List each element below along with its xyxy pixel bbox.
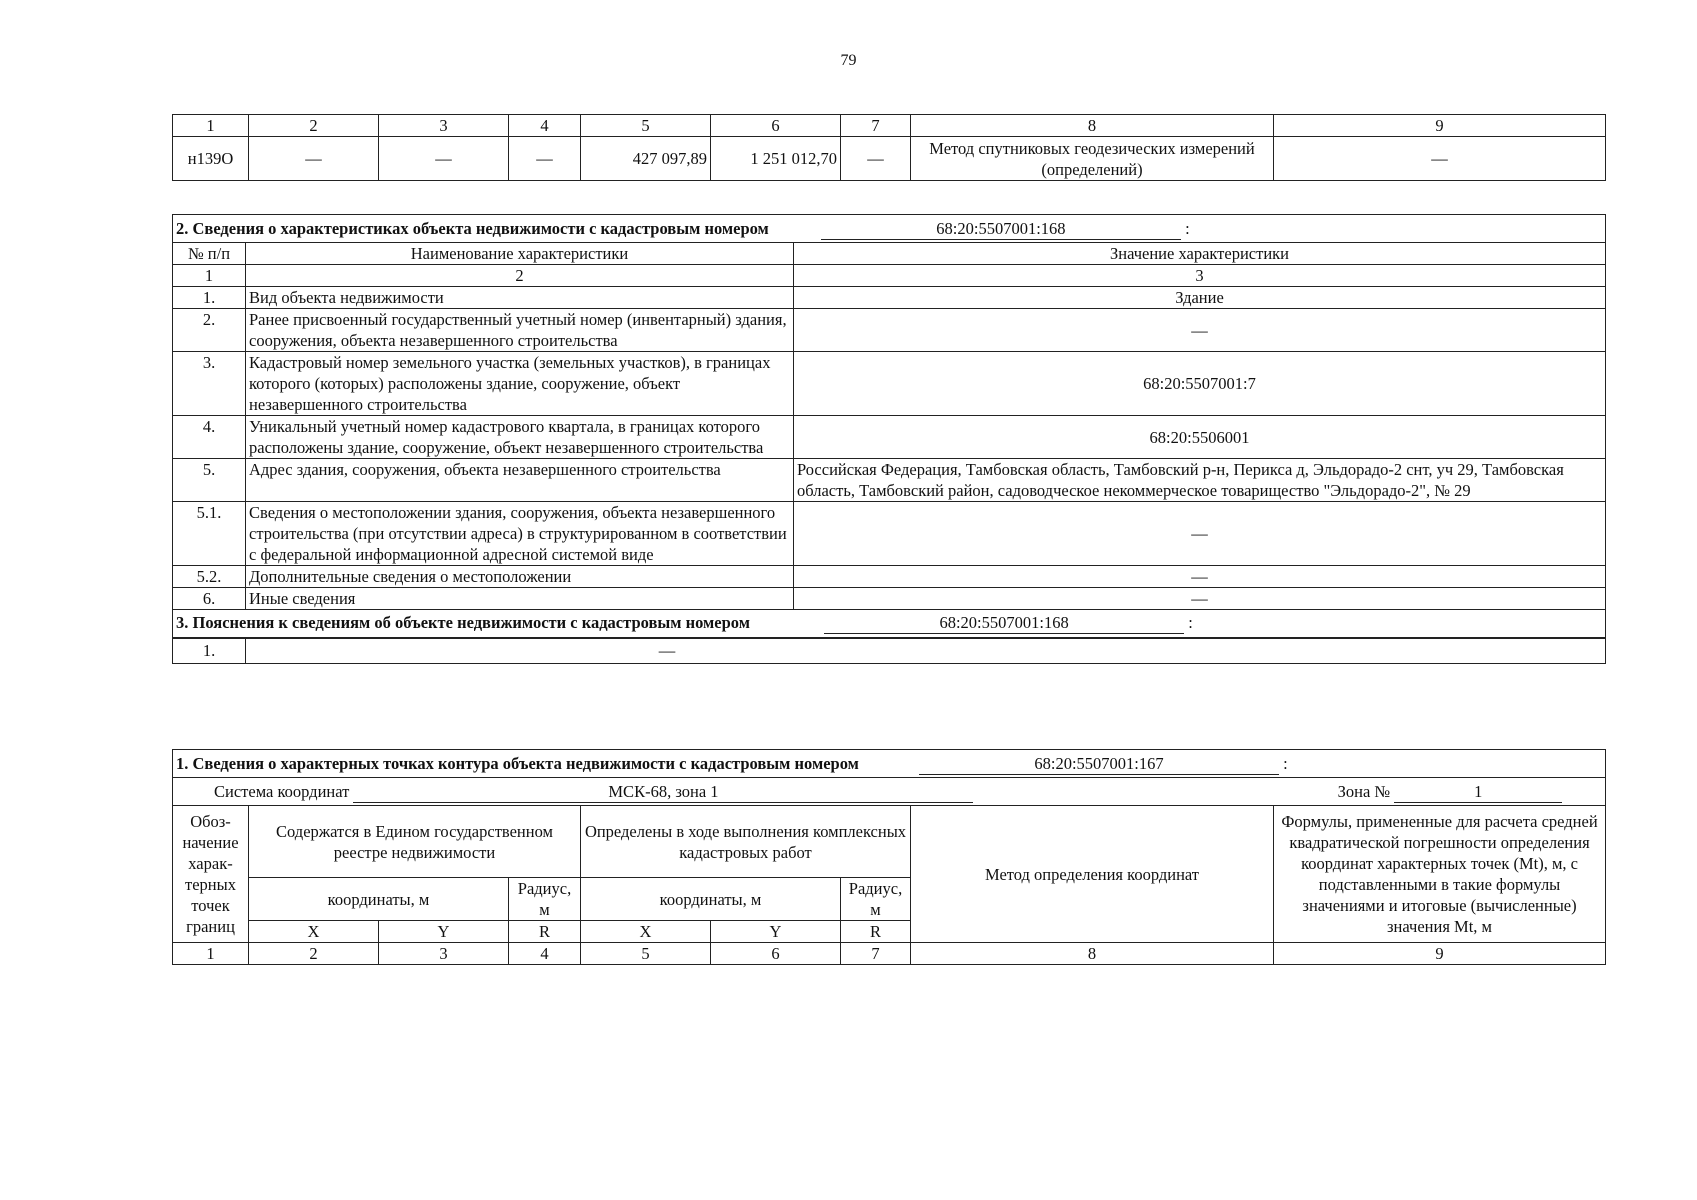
kkr-radius: — (841, 137, 911, 181)
section1-title (173, 750, 1606, 778)
coord-system-label: Система координат (214, 781, 350, 801)
header-row-1 (173, 806, 1606, 878)
table-row (173, 459, 1606, 502)
col-number: 8 (911, 115, 1274, 137)
colon: : (1188, 613, 1193, 633)
section3-heading: 3. Пояснения к сведениям об объекте недвижимости с кадастровым номером (176, 613, 750, 633)
header-designation: Обоз-начение харак-терных точек границ (173, 806, 249, 943)
row-value: — (794, 309, 1606, 352)
header-x: X (249, 921, 379, 943)
col-number: 3 (794, 265, 1606, 287)
section2-heading: 2. Сведения о характеристиках объекта недвижимости с кадастровым номером (176, 218, 769, 238)
section3-title-row (173, 610, 1606, 638)
egrn-y: — (379, 137, 509, 181)
numbering-row (173, 265, 1606, 287)
header-egrn: Содержатся в Едином государственном реестре недвижимости (249, 806, 581, 878)
row-value: Здание (794, 287, 1606, 309)
col-number: 1 (173, 265, 246, 287)
row-name: Адрес здания, сооружения, объекта незавершенного строительства (246, 459, 794, 502)
numbering-row (173, 943, 1606, 965)
section3-cadastral-number: 68:20:5507001:168 (824, 612, 1184, 634)
col-number: 2 (249, 115, 379, 137)
header-r: R (509, 921, 581, 943)
row-name: Иные сведения (246, 588, 794, 610)
point-designation: н139О (173, 137, 249, 181)
col-number: 2 (249, 943, 379, 965)
header-value: Значение характеристики (794, 243, 1606, 265)
row-value: — (794, 502, 1606, 566)
page-number: 79 (840, 52, 857, 69)
col-number: 7 (841, 943, 911, 965)
colon: : (1283, 753, 1288, 773)
row-num: 5.1. (173, 502, 246, 566)
header-kkr-coords: координаты, м (581, 878, 841, 921)
row-value: — (794, 588, 1606, 610)
section3-row (173, 638, 1606, 664)
row-name: Ранее присвоенный государственный учетный номер (инвентарный) здания, сооружения, объекта незавершенного строительства (246, 309, 794, 352)
row-num: 1. (173, 638, 246, 664)
row-num: 4. (173, 416, 246, 459)
row-name: Вид объекта недвижимости (246, 287, 794, 309)
zone-value: 1 (1394, 781, 1562, 803)
col-number: 2 (246, 265, 794, 287)
column-numbers-row (173, 115, 1606, 137)
contour-points-table (172, 749, 1606, 965)
row-name: Уникальный учетный номер кадастрового квартала, в границах которого расположены здание, сооружение, объект незавершенного строительства (246, 416, 794, 459)
col-number: 8 (911, 943, 1274, 965)
characteristics-table (172, 214, 1606, 664)
row-num: 5.2. (173, 566, 246, 588)
section2-cadastral-number: 68:20:5507001:168 (821, 218, 1181, 240)
section1-heading: 1. Сведения о характерных точках контура объекта недвижимости с кадастровым номером (176, 753, 859, 773)
table-row (173, 309, 1606, 352)
table-row (173, 588, 1606, 610)
table-row (173, 352, 1606, 416)
header-y: Y (379, 921, 509, 943)
col-number: 3 (379, 943, 509, 965)
header-num: № п/п (173, 243, 246, 265)
row-name: Дополнительные сведения о местоположении (246, 566, 794, 588)
header-egrn-radius: Радиус, м (509, 878, 581, 921)
row-num: 2. (173, 309, 246, 352)
row-name: Кадастровый номер земельного участка (земельных участков), в границах которого (которых) расположены здание, сооружение, объект незавершенного строительства (246, 352, 794, 416)
row-name: Сведения о местоположении здания, сооружения, объекта незавершенного строительства (при отсутствии адреса) в структурированном в соответствии с федеральной информационной адресной системой виде (246, 502, 794, 566)
header-kkr: Определены в ходе выполнения комплексных кадастровых работ (581, 806, 911, 878)
col-number: 7 (841, 115, 911, 137)
zone-label: Зона № (1337, 781, 1391, 801)
section1-cadastral-number: 68:20:5507001:167 (919, 753, 1279, 775)
header-egrn-coords: координаты, м (249, 878, 509, 921)
section2-title (173, 215, 1606, 243)
section2-title-row (173, 215, 1606, 243)
table-row (173, 502, 1606, 566)
header-kkr-radius: Радиус, м (841, 878, 911, 921)
col-number: 9 (1274, 943, 1606, 965)
header-formulas: Формулы, примененные для расчета средней квадратической погрешности определения координат характерных точек (Mt), м, с подставленными в такие формулы значениями и итоговые (вычисленные) значения Mt, м (1274, 806, 1606, 943)
section1-title-row (173, 750, 1606, 778)
header-method: Метод определения координат (911, 806, 1274, 943)
kkr-x: 427 097,89 (581, 137, 711, 181)
col-number: 5 (581, 115, 711, 137)
coordinates-table-continued (172, 114, 1606, 181)
row-num: 1. (173, 287, 246, 309)
header-y: Y (711, 921, 841, 943)
row-value: — (246, 638, 1606, 664)
table-row (173, 416, 1606, 459)
col-number: 5 (581, 943, 711, 965)
coord-system (173, 778, 1606, 806)
row-value: 68:20:5507001:7 (794, 352, 1606, 416)
header-r: R (841, 921, 911, 943)
formula-value: — (1274, 137, 1606, 181)
col-number: 6 (711, 115, 841, 137)
colon: : (1185, 218, 1190, 238)
row-num: 6. (173, 588, 246, 610)
col-number: 6 (711, 943, 841, 965)
egrn-radius: — (509, 137, 581, 181)
table-row (173, 287, 1606, 309)
row-value: 68:20:5506001 (794, 416, 1606, 459)
row-num: 3. (173, 352, 246, 416)
header-row (173, 243, 1606, 265)
point-row (173, 137, 1606, 181)
col-number: 1 (173, 115, 249, 137)
header-x: X (581, 921, 711, 943)
row-num: 5. (173, 459, 246, 502)
row-value: — (794, 566, 1606, 588)
header-name: Наименование характеристики (246, 243, 794, 265)
coord-system-value: МСК-68, зона 1 (353, 781, 973, 803)
col-number: 1 (173, 943, 249, 965)
col-number: 9 (1274, 115, 1606, 137)
coord-system-row (173, 778, 1606, 806)
table-row (173, 566, 1606, 588)
kkr-y: 1 251 012,70 (711, 137, 841, 181)
method-value: Метод спутниковых геодезических измерений (определений) (911, 137, 1274, 181)
section3-title (173, 610, 1606, 638)
col-number: 4 (509, 115, 581, 137)
egrn-x: — (249, 137, 379, 181)
row-value: Российская Федерация, Тамбовская область, Тамбовский р-н, Перикса д, Эльдорадо-2 снт, уч 29, Тамбовская область, Тамбовский район, садоводческое некоммерческое товарищество "Эльдорадо-2", № 29 (794, 459, 1606, 502)
col-number: 4 (509, 943, 581, 965)
col-number: 3 (379, 115, 509, 137)
